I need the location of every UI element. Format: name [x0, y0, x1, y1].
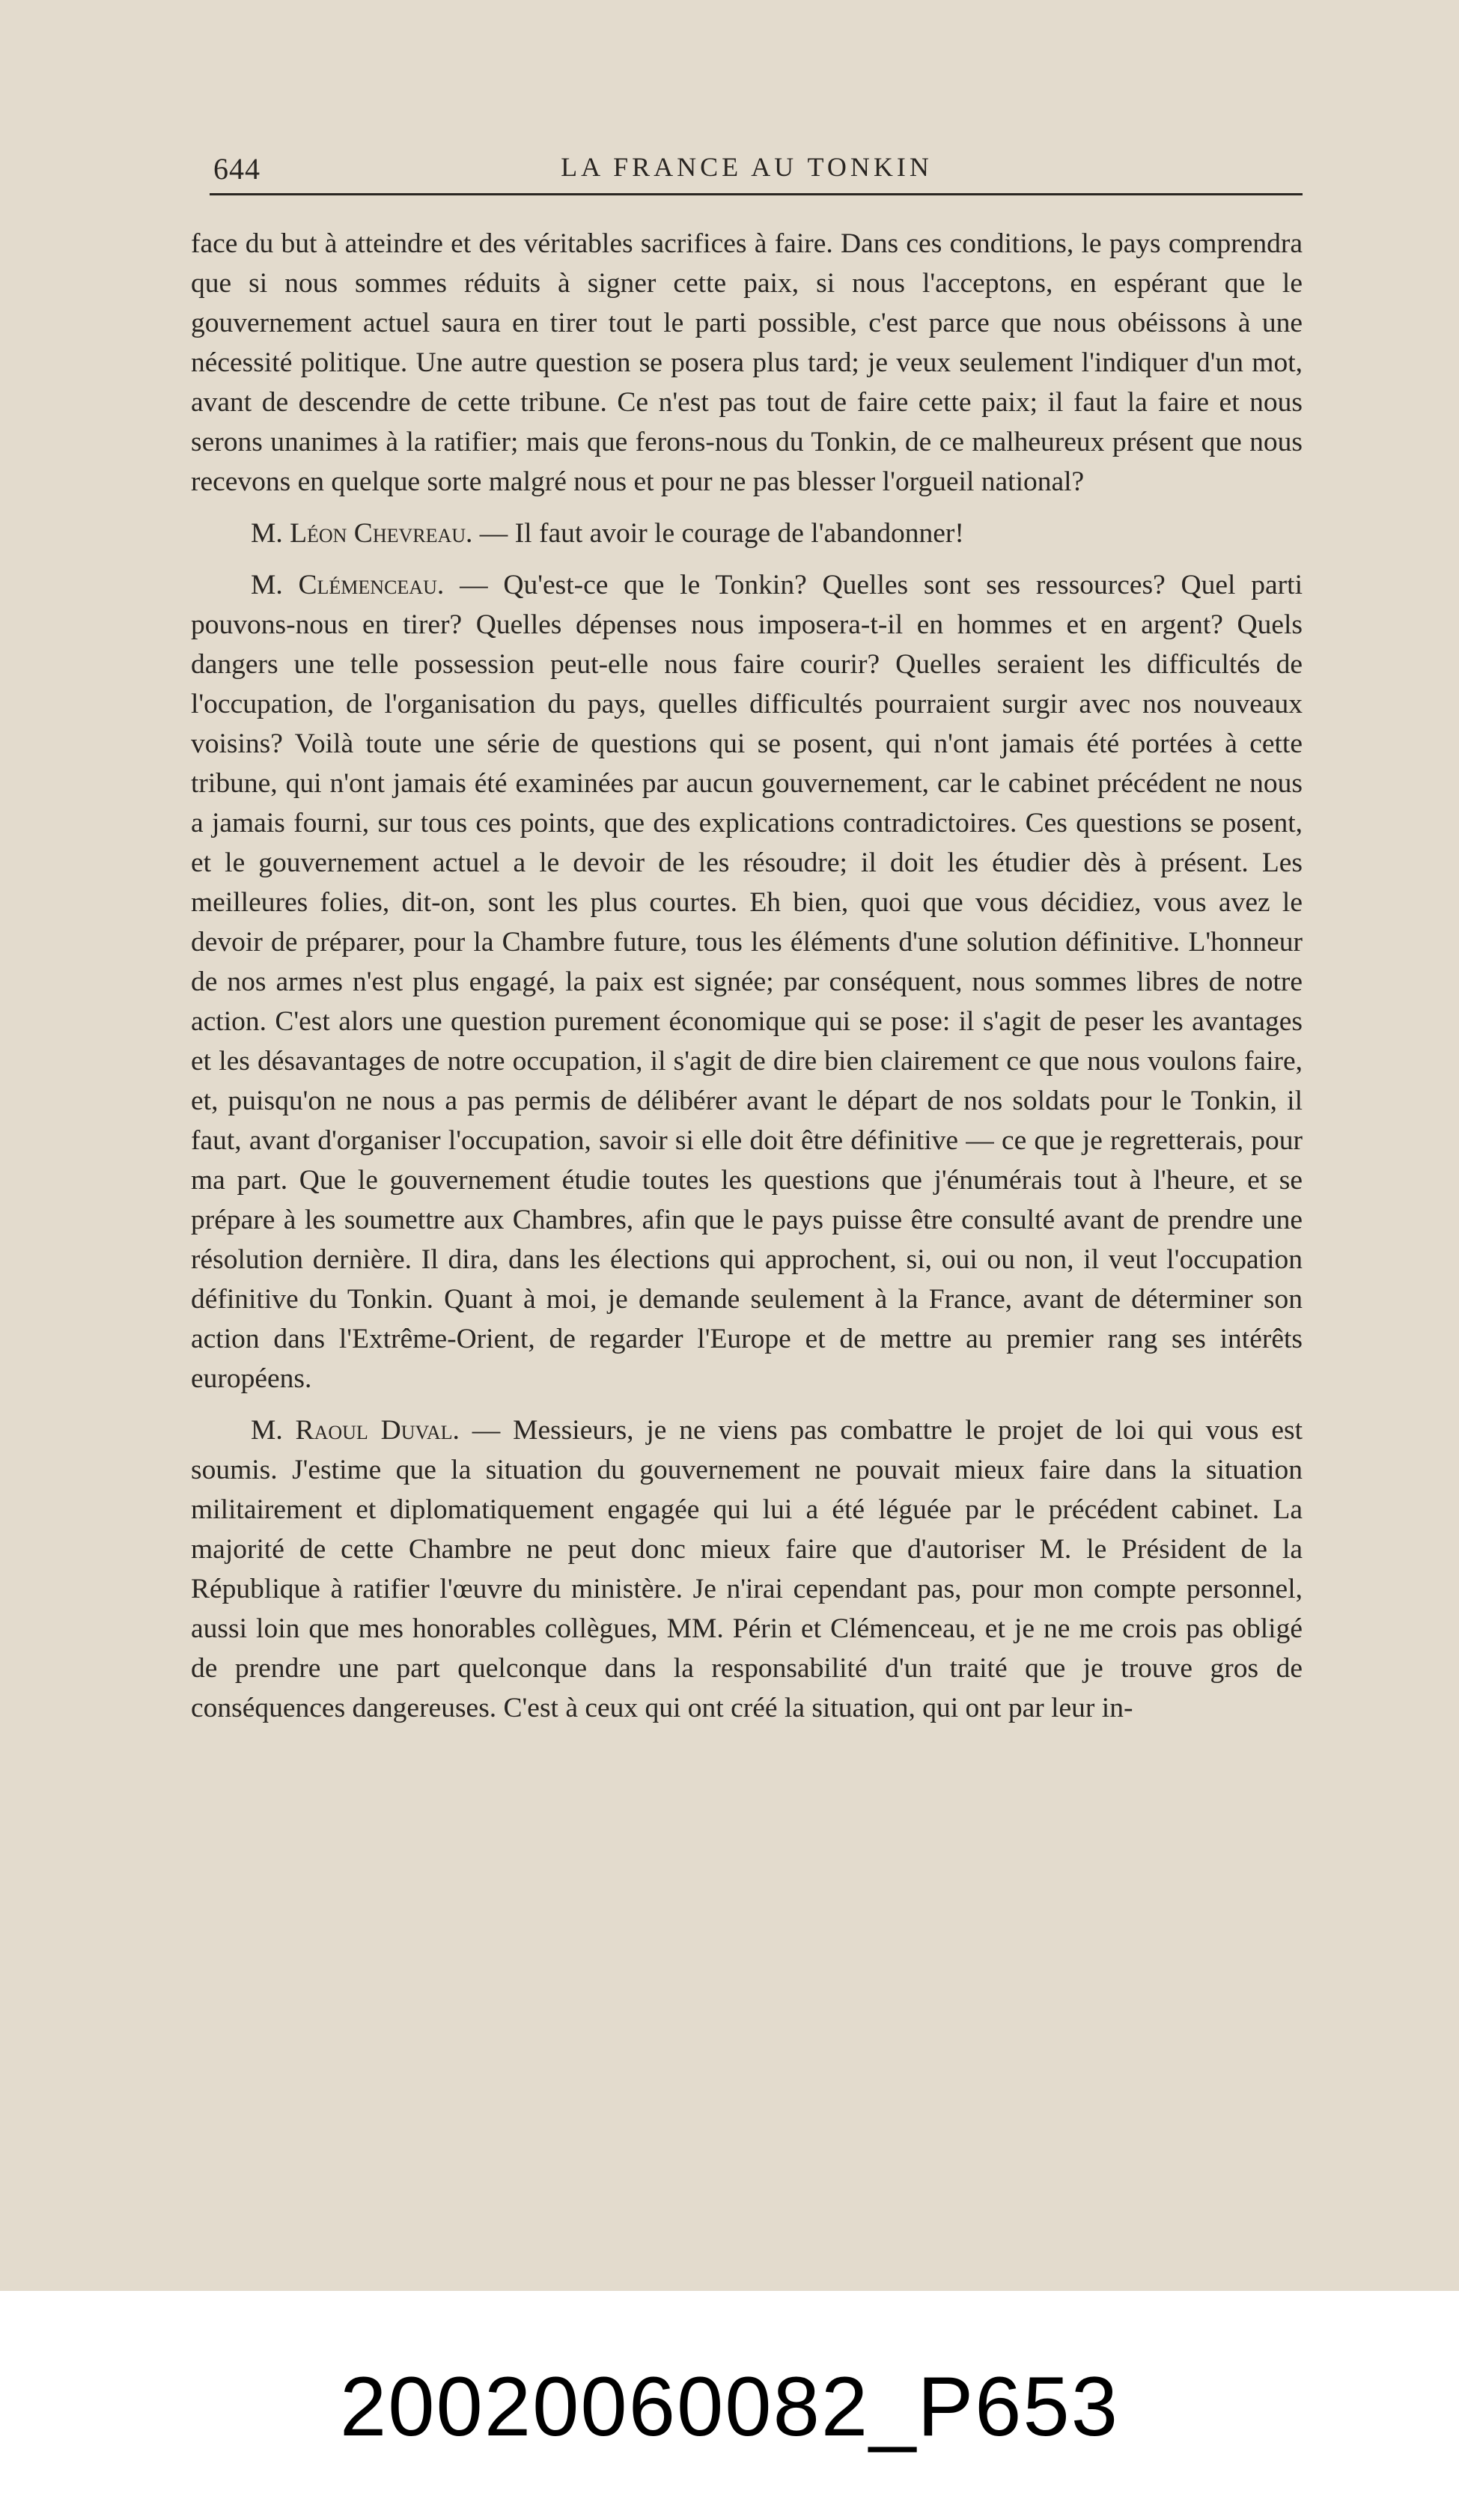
paragraph-speech-clemenceau [191, 565, 1303, 1399]
speaker-name: M. Léon Chevreau. [251, 518, 473, 549]
body-text [191, 224, 1303, 1728]
speaker-name: M. Raoul Duval. [251, 1415, 460, 1446]
file-label: 20020060082_P653 [339, 2360, 1120, 2453]
paragraph-text: face du but à atteindre et des véritables sacrifices à faire. Dans ces conditions, le pays comprendra que si nous sommes réduits à signer cette paix, si nous l'acceptons, en espérant que le gouvernement actuel saura en tirer tout le parti possible, c'est parce que nous obéissons à une nécessité politique. Une autre question se posera plus tard; je veux seulement l'indiquer d'un mot, avant de descendre de cette tribune. Ce n'est pas tout de faire cette paix; il faut la faire et nous serons unanimes à la ratifier; mais que ferons-nous du Tonkin, de ce malheureux présent que nous recevons en quelque sorte malgré nous et pour ne pas blesser l'orgueil national? [191, 228, 1303, 497]
paragraph-text: — Il faut avoir le courage de l'abandonner! [472, 518, 964, 549]
speaker-name: M. Clémenceau. [251, 570, 445, 600]
paragraph-continued [191, 224, 1303, 502]
page-number: 644 [213, 152, 261, 186]
page-content [191, 142, 1303, 1740]
paragraph-text: — Qu'est-ce que le Tonkin? Quelles sont ses ressources? Quel parti pouvons-nous en tirer? Quelles dépenses nous imposera-t-il en hommes et en argent? Quels dangers une telle possession peut-elle nous faire courir? Quelles seraient les difficultés de l'occupation, de l'organisation du pays, quelles difficultés pourraient surgir avec nos nouveaux voisins? Voilà toute une série de questions qui se posent, qui n'ont jamais été portées à cette tribune, qui n'ont jamais été examinées par aucun gouvernement, car le cabinet précédent ne nous a jamais fourni, sur tous ces points, que des explications contradictoires. Ces questions se posent, et le gouvernement actuel a le devoir de les résoudre; il doit les étudier dès à présent. Les meilleures folies, dit-on, sont les plus courtes. Eh bien, quoi que vous décidiez, vous avez le devoir de préparer, pour la Chambre future, tous les éléments d'une solution définitive. L'honneur de nos armes n'est plus engagé, la paix est signée; par conséquent, nous sommes libres de notre action. C'est alors une question purement économique qui se pose: il s'agit de peser les avantages et les désavantages de notre occupation, il s'agit de dire bien clairement ce que nous voulons faire, et, puisqu'on ne nous a pas permis de délibérer avant le départ de nos soldats pour le Tonkin, il faut, avant d'organiser l'occupation, savoir si elle doit être définitive — ce que je regretterais, pour ma part. Que le gouvernement étudie toutes les questions que j'énumérais tout à l'heure, et se prépare à les soumettre aux Chambres, afin que le pays puisse être consulté avant de prendre une résolution dernière. Il dira, dans les élections qui approchent, si, oui ou non, il veut l'occupation définitive du Tonkin. Quant à moi, je demande seulement à la France, avant de déterminer son action dans l'Extrême-Orient, de regarder l'Europe et de mettre au premier rang ses intérêts européens. [191, 570, 1303, 1394]
running-head [191, 142, 1303, 187]
header-rule [210, 193, 1303, 195]
running-title: LA FRANCE AU TONKIN [561, 152, 933, 182]
paragraph-speech-chevreau [191, 514, 1303, 553]
paragraph-text: — Messieurs, je ne viens pas combattre le projet de loi qui vous est soumis. J'estime que la situation du gouvernement ne pouvait mieux faire dans la situation militairement et diplomatiquement engagée qui lui a été léguée par le précédent cabinet. La majorité de cette Chambre ne peut donc mieux faire que d'autoriser M. le Président de la République à ratifier l'œuvre du ministère. Je n'irai cependant pas, pour mon compte personnel, aussi loin que mes honorables collègues, MM. Périn et Clémenceau, et je ne me crois pas obligé de prendre une part quelconque dans la responsabilité d'un traité que je trouve gros de conséquences dangereuses. C'est à ceux qui ont créé la situation, qui ont par leur in- [191, 1415, 1303, 1723]
paragraph-speech-duval [191, 1410, 1303, 1728]
footer [0, 2291, 1459, 2520]
